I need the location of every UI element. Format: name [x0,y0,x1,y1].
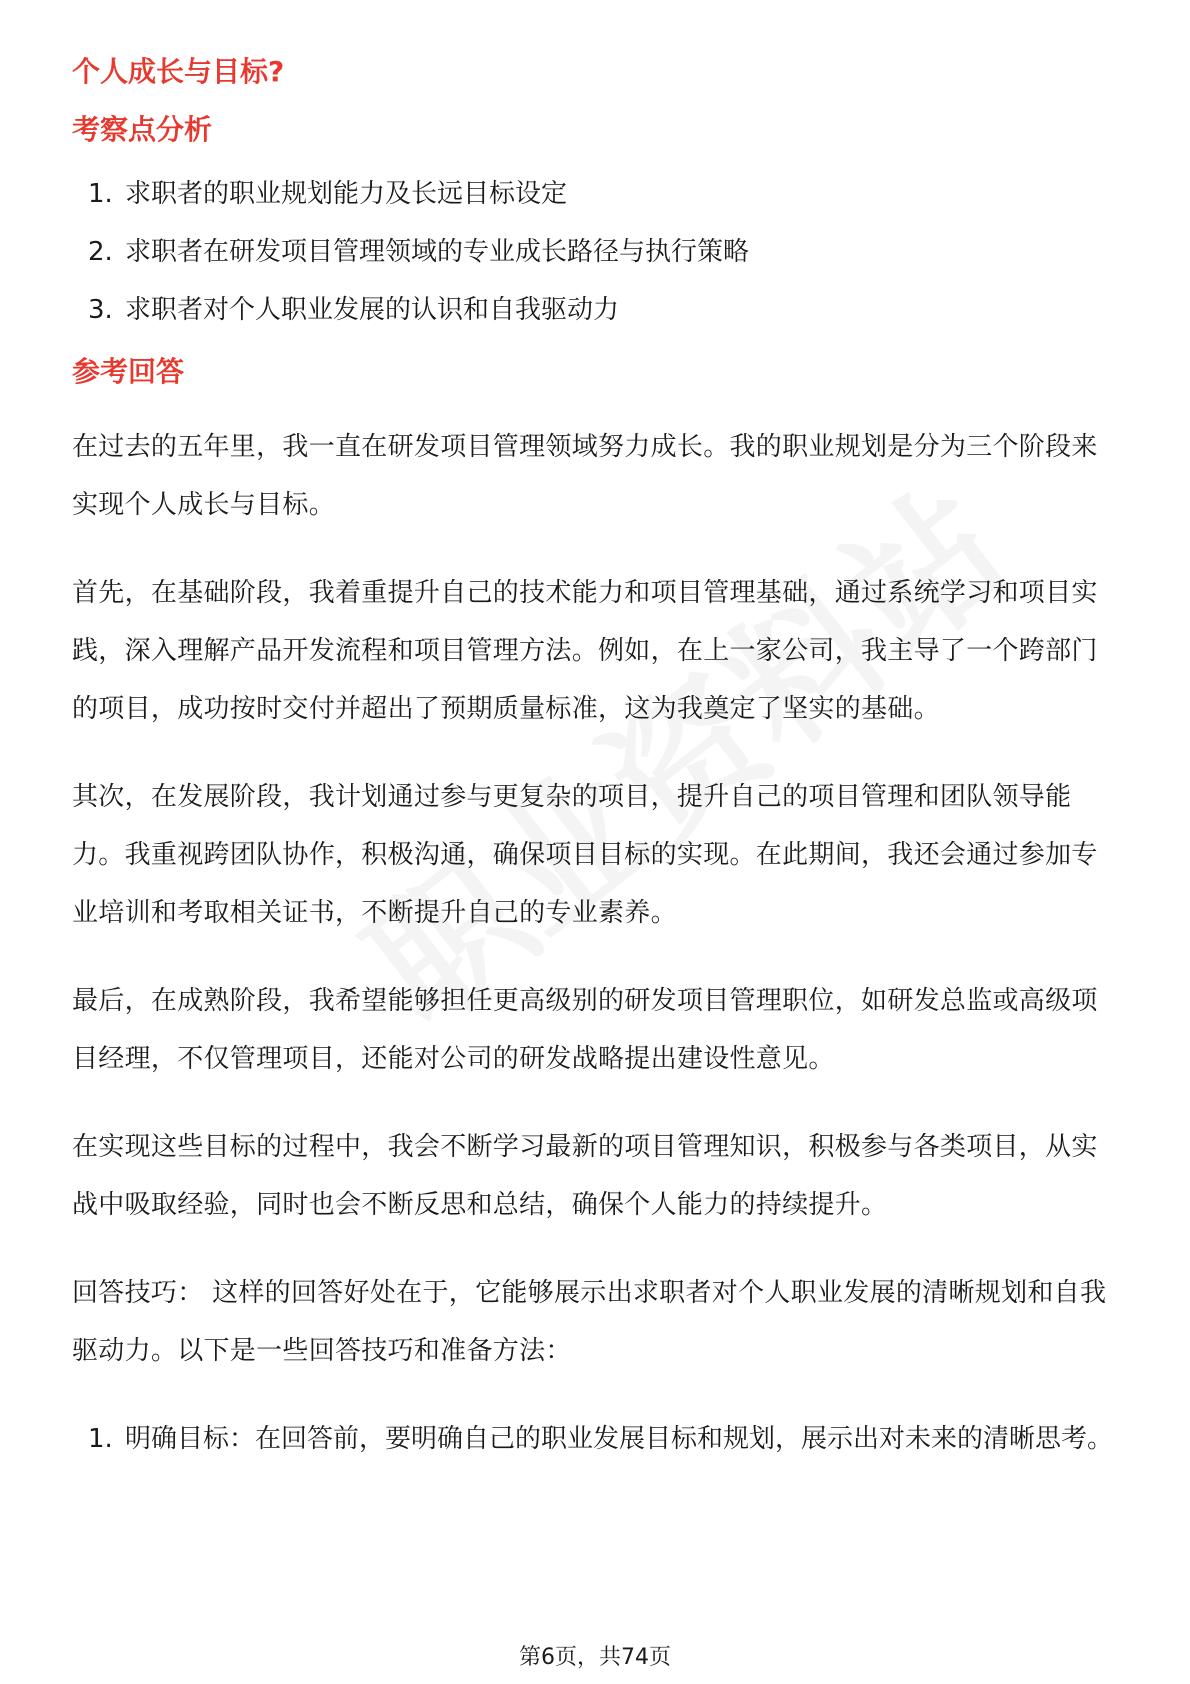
content [72,44,1122,1486]
answer-paragraph: 在实现这些目标的过程中，我会不断学习最新的项目管理知识，积极参与各类项目，从实战中吸取经验，同时也会不断反思和总结，确保个人能力的持续提升。 [72,1132,1098,1220]
list-text: 明确目标：在回答前，要明确自己的职业发展目标和规划，展示出对未来的清晰思考。 [125,1424,1114,1454]
list-number: 1. [88,179,113,209]
tips-list [72,1410,1122,1468]
list-text: 求职者在研发项目管理领域的专业成长路径与执行策略 [125,237,750,267]
list-item [72,232,1122,272]
answer-paragraph: 其次，在发展阶段，我计划通过参与更复杂的项目，提升自己的项目管理和团队领导能力。我重视跨团队协作，积极沟通，确保项目目标的实现。在此期间，我还会通过参加专业培训和考取相关证书，不断提升自己的专业素养。 [72,782,1098,928]
list-text: 求职者对个人职业发展的认识和自我驱动力 [125,295,620,325]
answer-paragraph: 在过去的五年里，我一直在研发项目管理领域努力成长。我的职业规划是分为三个阶段来实现个人成长与目标。 [72,432,1098,520]
question-title: 个人成长与目标? [72,55,285,88]
list-item [72,174,1122,214]
answer-heading: 参考回答 [72,355,185,388]
answer-paragraph: 首先，在基础阶段，我着重提升自己的技术能力和项目管理基础，通过系统学习和项目实践，深入理解产品开发流程和项目管理方法。例如，在上一家公司，我主导了一个跨部门的项目，成功按时交付并超出了预期质量标准，这为我奠定了坚实的基础。 [72,578,1098,724]
list-number: 2. [88,237,113,267]
page-footer: 第6页，共74页 [519,1645,671,1670]
analysis-list [72,174,1122,330]
answer-paragraph: 回答技巧： 这样的回答好处在于，它能够展示出求职者对个人职业发展的清晰规划和自我驱动力。以下是一些回答技巧和准备方法： [72,1278,1107,1366]
analysis-heading: 考察点分析 [72,113,213,146]
list-number: 1. [88,1424,113,1454]
list-number: 3. [88,295,113,325]
answer-paragraph: 最后，在成熟阶段，我希望能够担任更高级别的研发项目管理职位，如研发总监或高级项目经理，不仅管理项目，还能对公司的研发战略提出建设性意见。 [72,986,1098,1074]
list-item [72,290,1122,330]
list-text: 求职者的职业规划能力及长远目标设定 [125,179,568,209]
answer-body [72,418,1122,1380]
list-item [72,1410,1122,1468]
